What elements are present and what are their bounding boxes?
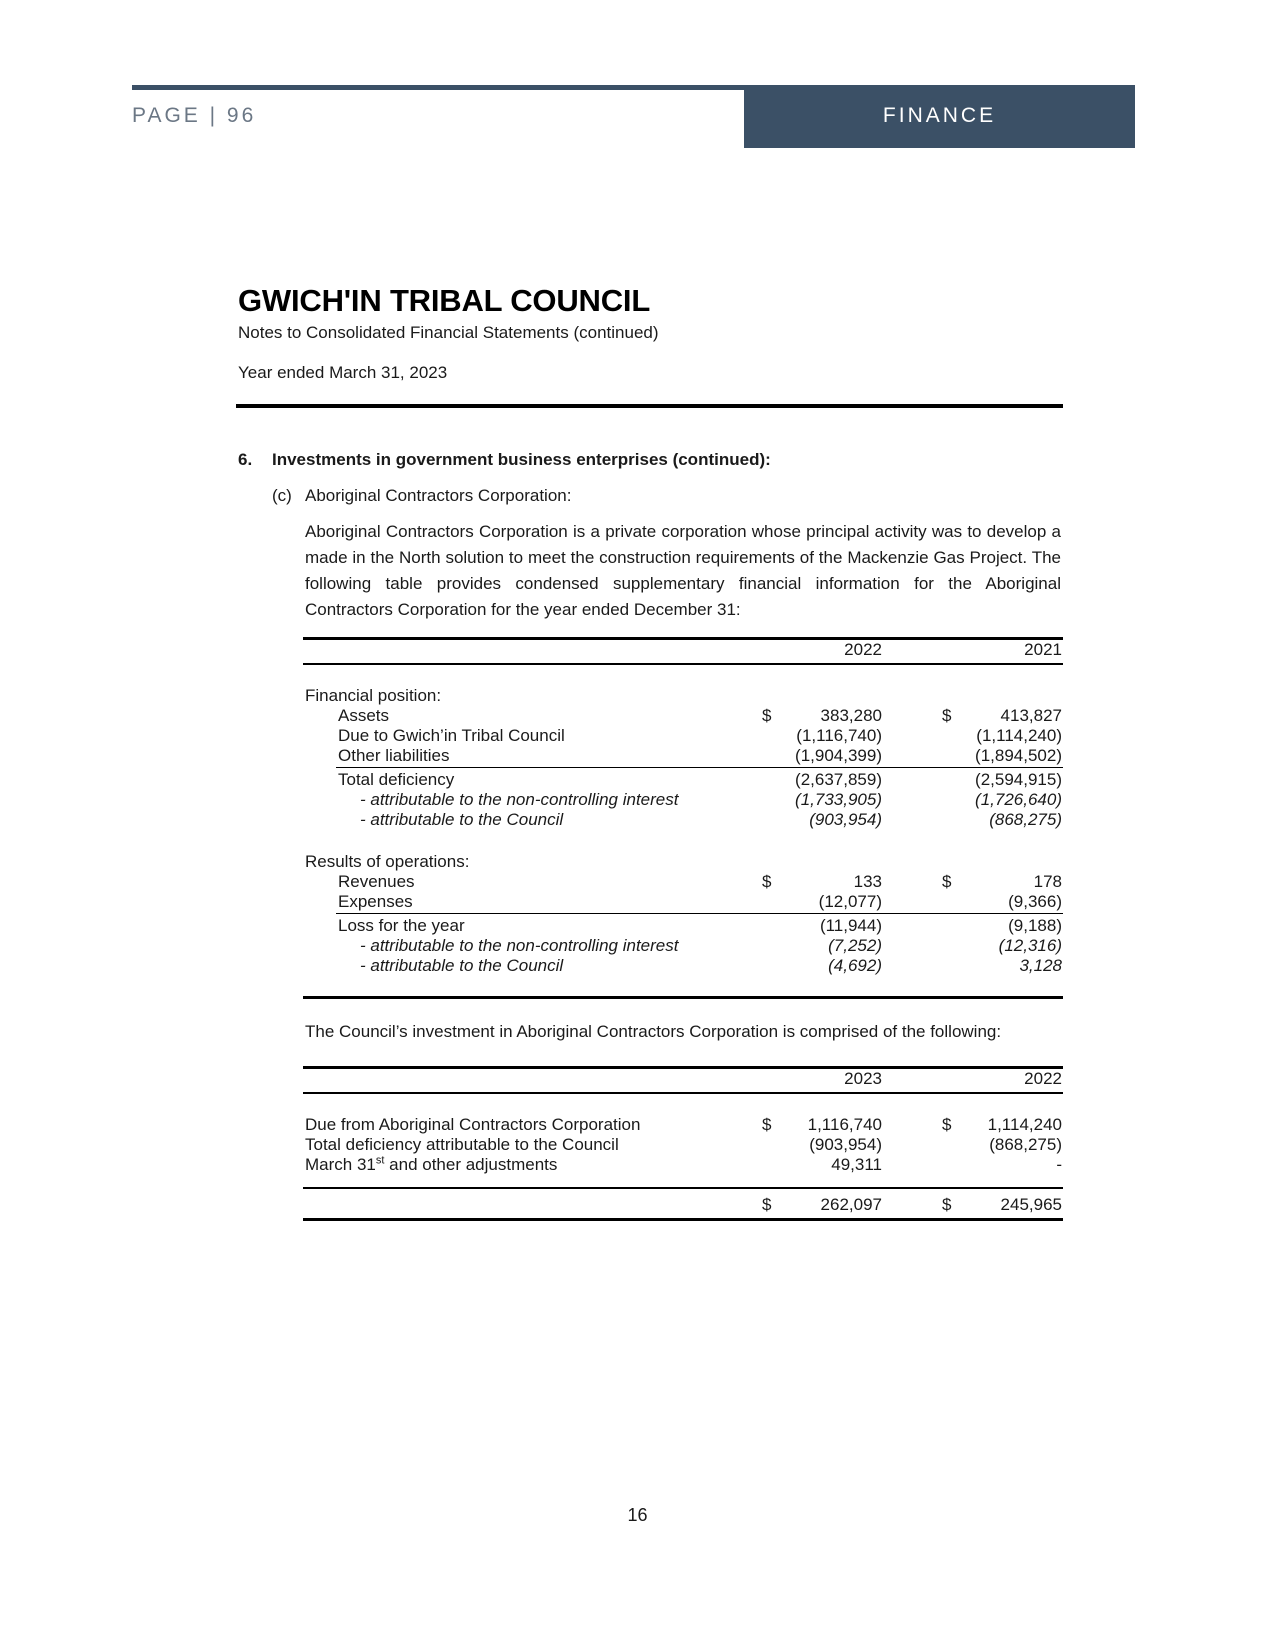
value-col2: (868,275) xyxy=(989,810,1062,829)
page-number: 16 xyxy=(627,1505,648,1525)
heading-rule xyxy=(236,404,1063,408)
row-label: Due from Aboriginal Contractors Corporation xyxy=(305,1115,641,1134)
row-label: Assets xyxy=(338,706,390,725)
subsection-letter: (c) xyxy=(272,486,292,505)
total-col1: 262,097 xyxy=(820,1195,882,1214)
value-col2: 178 xyxy=(1033,872,1062,891)
subtotal-rule xyxy=(336,913,1063,914)
row-label: Total deficiency xyxy=(338,770,455,789)
financial-position-heading: Financial position: xyxy=(305,686,442,705)
value-col1: 1,116,740 xyxy=(807,1115,882,1134)
subtotal-rule xyxy=(336,767,1063,768)
currency-sign: $ xyxy=(762,1195,772,1214)
org-title: GWICH'IN TRIBAL COUNCIL xyxy=(238,283,651,318)
currency-sign: $ xyxy=(942,872,952,891)
table-top-rule xyxy=(303,1066,1063,1069)
note-paragraph: Aboriginal Contractors Corporation is a private corporation whose principal activity was to develop a made in the North solution to meet the construction requirements of the Mackenzie Gas Project. The following table provides condensed supplementary financial information for the Aboriginal Contractors Corporation for the year ended December 31: xyxy=(305,522,1061,619)
value-col1: (1,733,905) xyxy=(795,790,882,809)
total-col2: 245,965 xyxy=(1000,1195,1062,1214)
row-label xyxy=(305,1155,557,1175)
table-bottom-rule xyxy=(303,996,1063,999)
value-col2: (9,188) xyxy=(1008,916,1062,935)
currency-sign: $ xyxy=(762,1115,772,1134)
label-part: March 31 xyxy=(305,1155,376,1174)
value-col1: (7,252) xyxy=(828,936,882,955)
value-col2: 1,114,240 xyxy=(987,1115,1062,1134)
column-header-2022: 2022 xyxy=(844,640,882,659)
document-subtitle: Notes to Consolidated Financial Statements (continued) xyxy=(238,323,659,342)
value-col2: 413,827 xyxy=(1000,706,1062,725)
row-label: Due to Gwich’in Tribal Council xyxy=(338,726,565,745)
page-label: PAGE | 96 xyxy=(132,104,257,127)
reporting-period: Year ended March 31, 2023 xyxy=(238,363,448,382)
row-label: Loss for the year xyxy=(338,916,465,935)
currency-sign: $ xyxy=(762,706,772,725)
row-label: Expenses xyxy=(338,892,413,911)
column-header-2022: 2022 xyxy=(1024,1069,1062,1088)
value-col2: (1,114,240) xyxy=(976,726,1062,745)
row-label: Other liabilities xyxy=(338,746,450,765)
value-col2: (868,275) xyxy=(989,1135,1062,1154)
row-label: Total deficiency attributable to the Council xyxy=(305,1135,619,1154)
value-col1: (2,637,859) xyxy=(795,770,882,789)
total-top-rule xyxy=(303,1187,1063,1189)
value-col1: (1,116,740) xyxy=(796,726,882,745)
results-heading: Results of operations: xyxy=(305,852,470,871)
header-under-rule xyxy=(303,1092,1063,1094)
table-top-rule xyxy=(303,637,1063,640)
value-col1: 383,280 xyxy=(820,706,882,725)
row-label: Revenues xyxy=(338,872,415,891)
currency-sign: $ xyxy=(942,1115,952,1134)
value-col1: (903,954) xyxy=(809,1135,882,1154)
note-number: 6. xyxy=(238,450,253,469)
row-label: - attributable to the Council xyxy=(360,956,564,975)
value-col2: (2,594,915) xyxy=(975,770,1062,789)
row-label: - attributable to the non-controlling interest xyxy=(360,936,679,955)
value-col2: 3,128 xyxy=(1019,956,1062,975)
label-superscript: st xyxy=(375,1154,385,1167)
investment-intro: The Council’s investment in Aboriginal Contractors Corporation is comprised of the following: xyxy=(305,1022,1002,1041)
currency-sign: $ xyxy=(762,872,772,891)
value-col2: (9,366) xyxy=(1008,892,1062,911)
row-label: - attributable to the non-controlling interest xyxy=(360,790,679,809)
column-header-2021: 2021 xyxy=(1024,640,1062,659)
value-col2: (1,894,502) xyxy=(975,746,1062,765)
label-part: and other adjustments xyxy=(384,1155,558,1174)
section-label: FINANCE xyxy=(882,104,997,127)
value-col1: 133 xyxy=(853,872,882,891)
value-col1: (4,692) xyxy=(828,956,882,975)
total-bottom-rule xyxy=(303,1218,1063,1221)
value-col1: (12,077) xyxy=(818,892,882,911)
value-col1: 49,311 xyxy=(831,1155,882,1174)
value-col1: (903,954) xyxy=(809,810,882,829)
value-col1: (1,904,399) xyxy=(795,746,882,765)
currency-sign: $ xyxy=(942,706,952,725)
note-title: Investments in government business enterprises (continued): xyxy=(272,450,771,469)
value-col2: - xyxy=(1056,1155,1062,1174)
subsection-title: Aboriginal Contractors Corporation: xyxy=(305,486,572,505)
value-col2: (12,316) xyxy=(998,936,1062,955)
row-label: - attributable to the Council xyxy=(360,810,564,829)
value-col1: (11,944) xyxy=(819,916,882,935)
header-under-rule xyxy=(303,663,1063,665)
currency-sign: $ xyxy=(942,1195,952,1214)
column-header-2023: 2023 xyxy=(844,1069,882,1088)
value-col2: (1,726,640) xyxy=(975,790,1062,809)
